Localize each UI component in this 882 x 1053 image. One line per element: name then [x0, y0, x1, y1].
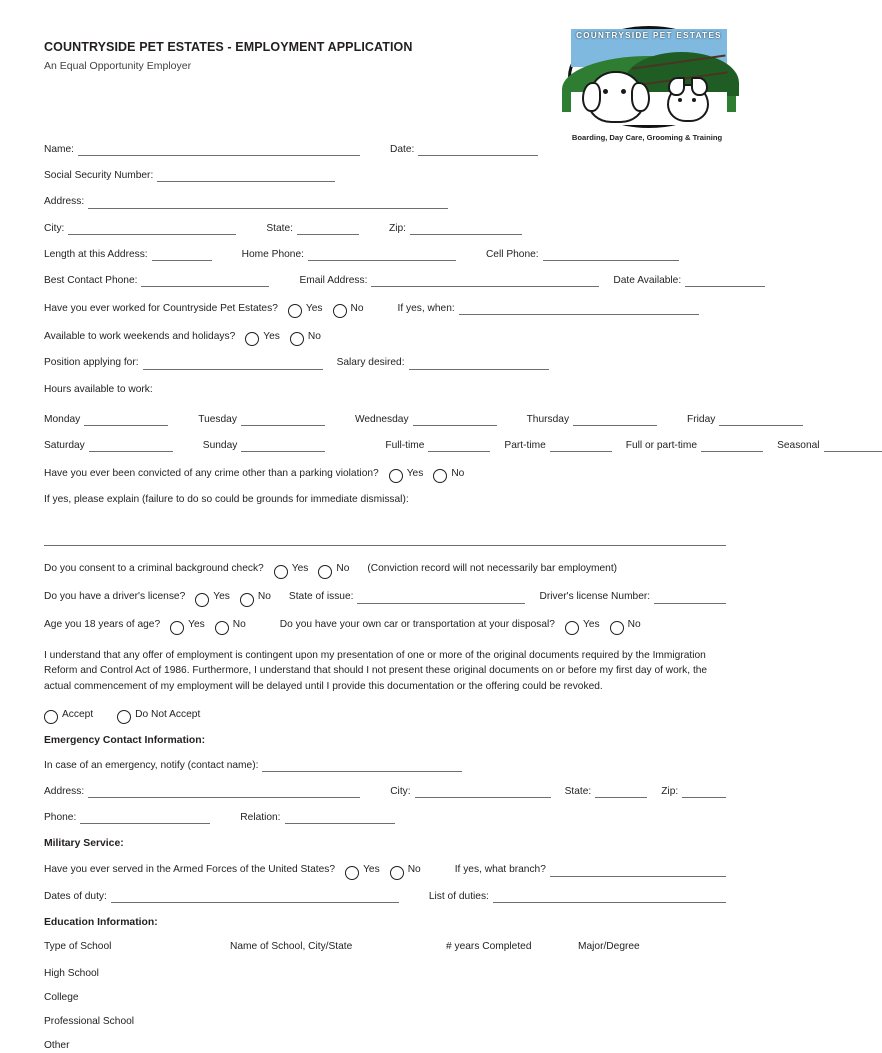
label-emergency-zip: Zip:	[661, 785, 679, 797]
label-background-note: (Conviction record will not necessarily bar employment)	[367, 563, 618, 575]
input-friday[interactable]	[719, 414, 803, 426]
form-header	[44, 31, 726, 142]
edu-col-name: Name of School, City/State	[230, 941, 353, 953]
label-emergency-address: Address:	[44, 785, 85, 797]
input-salary-desired[interactable]	[409, 358, 549, 370]
radio-weekends-no[interactable]	[290, 332, 304, 346]
input-military-branch[interactable]	[550, 865, 726, 877]
label-full-or-part-time: Full or part-time	[625, 440, 698, 452]
row-contact-email-available	[44, 275, 726, 287]
label-dates-of-duty: Dates of duty:	[44, 890, 107, 902]
label-emergency-relation: Relation:	[240, 811, 281, 823]
label-monday: Monday	[44, 413, 81, 425]
dog-large-icon	[587, 71, 645, 123]
label-convicted-no: No	[451, 468, 465, 480]
label-salary-desired: Salary desired:	[336, 357, 405, 369]
radio-military-no[interactable]	[390, 866, 404, 880]
input-email-address[interactable]	[371, 275, 599, 287]
label-tuesday: Tuesday	[198, 413, 237, 425]
label-sunday: Sunday	[202, 440, 238, 452]
edu-row-label-college: College	[44, 991, 79, 1003]
input-tuesday[interactable]	[241, 414, 325, 426]
label-military-branch: If yes, what branch?	[454, 864, 546, 876]
row-position-salary	[44, 357, 726, 369]
input-emergency-state[interactable]	[595, 786, 647, 798]
label-own-car: Do you have your own car or transportation at your disposal?	[279, 619, 555, 631]
row-name-date	[44, 144, 726, 156]
military-heading: Military Service:	[44, 838, 124, 850]
input-date-available[interactable]	[685, 275, 765, 287]
label-accept: Accept	[62, 708, 94, 720]
edu-col-type: Type of School	[44, 941, 112, 953]
label-age-yes: Yes	[188, 619, 205, 631]
radio-license-no[interactable]	[240, 593, 254, 607]
input-emergency-city[interactable]	[415, 786, 551, 798]
row-military-served	[44, 863, 726, 877]
label-best-contact-phone: Best Contact Phone:	[44, 275, 138, 287]
label-age-18: Age you 18 years of age?	[44, 619, 161, 631]
logo-tagline: Boarding, Day Care, Grooming & Training	[571, 133, 723, 142]
label-part-time: Part-time	[504, 440, 546, 452]
edu-row-label-high-school: High School	[44, 967, 99, 979]
company-logo	[568, 26, 726, 142]
input-state-of-issue[interactable]	[357, 592, 525, 604]
label-date: Date:	[390, 144, 415, 155]
label-background-check: Do you consent to a criminal background check?	[44, 563, 264, 575]
label-military-served: Have you ever served in the Armed Forces of the United States?	[44, 864, 336, 876]
label-convicted: Have you ever been convicted of any crime other than a parking violation?	[44, 468, 379, 480]
row-emergency-phone-relation	[44, 812, 726, 824]
label-military-yes: Yes	[363, 864, 380, 876]
label-emergency-notify: In case of an emergency, notify (contact name):	[44, 759, 259, 771]
label-background-yes: Yes	[291, 563, 309, 575]
label-email-address: Email Address:	[299, 275, 368, 287]
input-monday[interactable]	[84, 414, 168, 426]
input-date[interactable]	[418, 144, 538, 156]
row-accept-options	[44, 707, 726, 721]
input-wednesday[interactable]	[413, 414, 497, 426]
input-emergency-zip[interactable]	[682, 786, 726, 798]
radio-convicted-no[interactable]	[433, 469, 447, 483]
input-if-yes-when[interactable]	[459, 303, 699, 315]
input-length-at-address[interactable]	[152, 249, 212, 261]
label-drivers-license: Do you have a driver's license?	[44, 591, 186, 603]
label-name: Name:	[44, 144, 75, 155]
row-length-phones	[44, 249, 726, 261]
label-cell-phone: Cell Phone:	[485, 248, 539, 260]
label-zip: Zip:	[389, 222, 406, 234]
radio-worked-before-yes[interactable]	[288, 304, 302, 318]
label-emergency-state: State:	[564, 785, 592, 797]
label-car-no: No	[627, 619, 641, 631]
dog-eye-left	[603, 89, 608, 94]
radio-age-no[interactable]	[215, 621, 229, 635]
dog-small-eye-left	[678, 98, 682, 102]
input-full-time[interactable]	[428, 440, 490, 452]
label-weekends-no: No	[307, 331, 321, 343]
radio-background-yes[interactable]	[274, 565, 288, 579]
label-car-yes: Yes	[582, 619, 600, 631]
table-row	[44, 1016, 726, 1028]
input-explain-line[interactable]	[44, 531, 726, 546]
input-sunday[interactable]	[241, 440, 325, 452]
label-date-available: Date Available:	[613, 275, 682, 287]
label-length-at-address: Length at this Address:	[44, 248, 148, 260]
radio-car-no[interactable]	[610, 621, 624, 635]
row-explain-label	[44, 494, 726, 506]
logo-ring-text: COUNTRYSIDE PET ESTATES	[576, 31, 722, 40]
input-license-number[interactable]	[654, 592, 726, 604]
label-emergency-phone: Phone:	[44, 811, 77, 823]
input-best-contact-phone[interactable]	[141, 275, 269, 287]
row-weekends-holidays	[44, 329, 726, 343]
row-military-duty	[44, 891, 726, 903]
input-state[interactable]	[297, 223, 359, 235]
radio-background-no[interactable]	[318, 565, 332, 579]
input-dates-of-duty[interactable]	[111, 891, 399, 903]
radio-military-yes[interactable]	[345, 866, 359, 880]
input-full-or-part-time[interactable]	[701, 440, 763, 452]
dog-eye-right	[621, 89, 626, 94]
input-part-time[interactable]	[550, 440, 612, 452]
page-subtitle: An Equal Opportunity Employer	[44, 60, 192, 72]
label-weekends-yes: Yes	[263, 331, 280, 343]
label-position: Position applying for:	[44, 357, 139, 369]
input-thursday[interactable]	[573, 414, 657, 426]
input-zip[interactable]	[410, 223, 522, 235]
edu-col-major: Major/Degree	[578, 941, 640, 953]
label-worked-before-no: No	[350, 303, 364, 315]
table-row	[44, 968, 726, 980]
label-city: City:	[44, 222, 65, 234]
input-ssn[interactable]	[157, 170, 335, 182]
label-license-no: No	[257, 591, 271, 603]
row-drivers-license	[44, 590, 726, 604]
page-title: COUNTRYSIDE PET ESTATES - EMPLOYMENT APPLICATION	[44, 40, 413, 54]
input-city[interactable]	[68, 223, 236, 235]
label-seasonal: Seasonal	[777, 440, 820, 452]
row-emergency-notify	[44, 760, 726, 772]
label-emergency-city: City:	[390, 785, 411, 797]
input-emergency-address[interactable]	[88, 786, 360, 798]
label-if-yes-when: If yes, when:	[397, 303, 455, 315]
radio-worked-before-no[interactable]	[333, 304, 347, 318]
input-saturday[interactable]	[89, 440, 173, 452]
label-weekends-holidays: Available to work weekends and holidays?	[44, 331, 236, 343]
edu-row-label-professional-school: Professional School	[44, 1016, 135, 1028]
label-full-time: Full-time	[385, 440, 425, 452]
radio-car-yes[interactable]	[565, 621, 579, 635]
label-thursday: Thursday	[526, 413, 570, 425]
radio-accept[interactable]	[44, 710, 58, 724]
label-worked-before: Have you ever worked for Countryside Pet Estates?	[44, 303, 278, 315]
row-hours-heading	[44, 384, 726, 396]
immigration-paragraph: I understand that any offer of employment is contingent upon my presentation of one or more of the original documents required by the Immigration Reform and Control Act of 1986. Furthermore, I understand that should I not present these original documents on or before my first day of work, the actual commencement of my employment will be delayed until I provide this documentation or the offering could be revoked.	[44, 649, 708, 693]
radio-license-yes[interactable]	[195, 593, 209, 607]
row-ssn	[44, 170, 726, 182]
row-age-car	[44, 618, 726, 632]
row-convicted	[44, 466, 726, 480]
radio-convicted-yes[interactable]	[389, 469, 403, 483]
radio-weekends-yes[interactable]	[245, 332, 259, 346]
row-background-check	[44, 562, 726, 576]
input-position[interactable]	[143, 358, 323, 370]
edu-col-years: # years Completed	[446, 941, 532, 953]
education-heading: Education Information:	[44, 916, 158, 928]
label-explain: If yes, please explain (failure to do so could be grounds for immediate dismissal):	[44, 494, 409, 506]
edu-row-label-other: Other	[44, 1040, 70, 1052]
label-state-of-issue: State of issue:	[288, 591, 354, 603]
label-list-of-duties: List of duties:	[428, 890, 489, 902]
input-address[interactable]	[88, 197, 448, 209]
radio-age-yes[interactable]	[170, 621, 184, 635]
label-ssn: Social Security Number:	[44, 170, 154, 182]
radio-do-not-accept[interactable]	[117, 710, 131, 724]
row-emergency-address	[44, 786, 726, 798]
row-worked-before	[44, 301, 726, 315]
label-wednesday: Wednesday	[354, 413, 409, 425]
row-address	[44, 196, 726, 208]
label-do-not-accept: Do Not Accept	[135, 708, 201, 720]
label-worked-before-yes: Yes	[305, 303, 323, 315]
input-seasonal[interactable]	[824, 440, 882, 452]
label-hours-available: Hours available to work:	[44, 383, 153, 395]
label-convicted-yes: Yes	[406, 468, 424, 480]
label-home-phone: Home Phone:	[241, 248, 304, 260]
logo-oval-icon	[568, 26, 730, 128]
row-city-state-zip	[44, 223, 726, 235]
dog-small-eye-right	[692, 98, 696, 102]
label-age-no: No	[232, 619, 246, 631]
input-emergency-notify[interactable]	[262, 760, 462, 772]
table-row	[44, 1040, 726, 1052]
label-military-no: No	[407, 864, 421, 876]
emergency-contact-heading: Emergency Contact Information:	[44, 735, 206, 747]
label-state: State:	[266, 222, 293, 234]
education-column-headers	[44, 941, 726, 953]
input-emergency-phone[interactable]	[80, 812, 210, 824]
row-weekdays	[44, 414, 726, 426]
label-license-number: Driver's license Number:	[539, 591, 651, 603]
row-weekend-types	[44, 440, 820, 452]
input-home-phone[interactable]	[308, 249, 456, 261]
label-saturday: Saturday	[44, 440, 85, 452]
label-background-no: No	[336, 563, 350, 575]
label-friday: Friday	[687, 413, 716, 425]
input-emergency-relation[interactable]	[285, 812, 395, 824]
input-cell-phone[interactable]	[543, 249, 679, 261]
form-body	[44, 144, 820, 1053]
label-license-yes: Yes	[213, 591, 230, 603]
table-row	[44, 992, 726, 1004]
label-address: Address:	[44, 196, 85, 208]
input-name[interactable]	[78, 144, 360, 156]
input-list-of-duties[interactable]	[493, 891, 726, 903]
dog-small-icon	[667, 84, 709, 122]
